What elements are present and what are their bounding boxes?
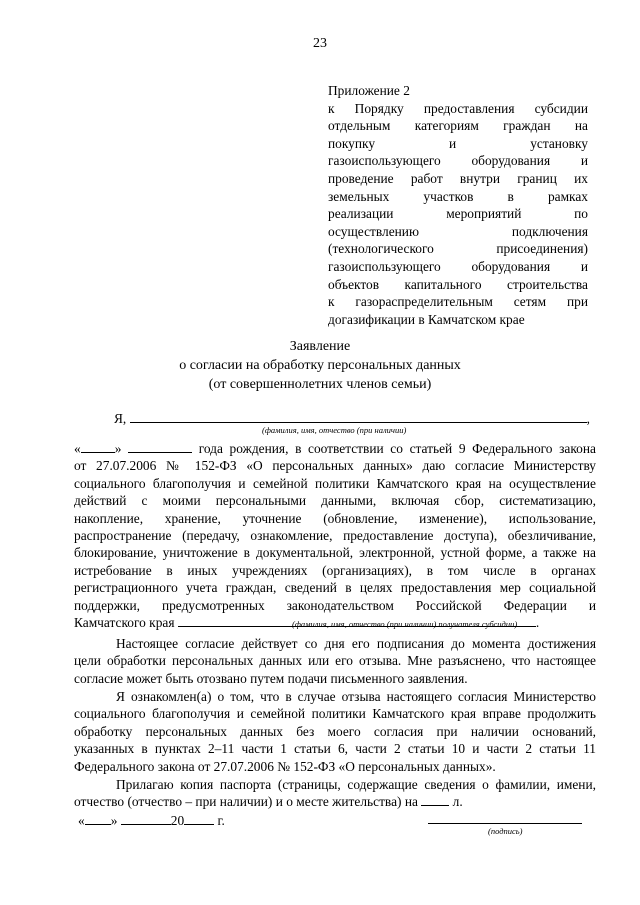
sign-year-prefix: 20 (170, 813, 185, 828)
sign-date-open: « (78, 813, 85, 828)
birth-date-open: « (74, 441, 81, 456)
appendix-line: земельных участков в рамках (328, 188, 588, 204)
document-title: Заявление (289, 339, 351, 354)
document-subtitle: о согласии на обработку персональных данных (179, 358, 461, 373)
validity-text: согласие может быть отозвано путем подачи письменного заявления. (74, 670, 468, 686)
validity-text: Настоящее согласие действует со дня его подписания до момента достижения (116, 636, 596, 651)
revocation-text: Я ознакомлен(а) о том, что в случае отзыва настоящего согласия Министерство (116, 689, 596, 704)
attachment-text: отчество (отчество – при наличии) и о месте жительства) на (74, 794, 418, 810)
appendix-line: покупку и установку (328, 135, 588, 151)
birth-date-close: » (114, 441, 122, 456)
appendix-header (328, 82, 588, 328)
consent-text: распространение (передачу, ознакомление, предоставление доступа), обезличивание, (74, 528, 596, 544)
revocation-text: социального благополучия и семейной политики Камчатского края вправе продолжить (74, 706, 596, 722)
recipient-name-caption: (фамилия, имя, отчество (при наличии) получателя субсидии) (292, 619, 518, 629)
consent-text: истребование в иных учреждениях (организациях), в том числе в органах (74, 562, 596, 578)
appendix-line: реализации мероприятий по (328, 206, 588, 222)
revocation-text: Федерального закона от 27.07.2006 № 152-ФЗ «О персональных данных». (74, 758, 496, 774)
applicant-name-caption: (фамилия, имя, отчество (при наличии) (262, 425, 407, 435)
page-number: 23 (313, 36, 327, 51)
consent-text: блокирование, уничтожение в документальной, электронной, устной форме, а также на (74, 545, 596, 561)
consent-text: действий с моими персональными данными, включая сбор, систематизацию, (74, 493, 596, 509)
applicant-label: Я, (114, 411, 127, 426)
consent-paragraph (74, 440, 596, 631)
validity-text: цели обработки персональных данных или его отзыва. Мне разъяснено, что настоящее (74, 653, 596, 669)
appendix-line: газоиспользующего оборудования и (328, 153, 588, 169)
sign-day-field[interactable] (85, 812, 111, 825)
kamchatka-label: Камчатского края (74, 615, 175, 631)
applicant-name-end: , (586, 411, 590, 426)
revocation-text: указанных в пунктах 2–11 части 1 статьи 6, части 2 статьи 10 и части 2 статьи 11 (74, 741, 596, 757)
consent-text: поддержки, предусмотренных законодательством Российской Федерации и (74, 597, 596, 613)
appendix-line: газоиспользующего оборудования и (328, 258, 588, 274)
appendix-line: (технологического присоединения) (328, 241, 588, 257)
consent-text: социального благополучия и семейной политики Камчатского края на осуществление (74, 475, 596, 491)
applicant-name-field[interactable] (130, 410, 587, 423)
sign-year-field[interactable] (184, 812, 214, 825)
consent-text: от 27.07.2006 № 152-ФЗ «О персональных данных» даю согласие Министерству (74, 458, 596, 474)
recipient-name-end: . (535, 615, 540, 631)
sign-year-suffix: г. (217, 813, 225, 828)
attachment-text: Прилагаю копия паспорта (страницы, содержащие сведения о фамилии, имени, (116, 777, 596, 792)
appendix-line: Приложение 2 (328, 83, 410, 98)
appendix-line: проведение работ внутри границ их (328, 170, 588, 186)
validity-paragraph (74, 635, 596, 687)
sign-month-field[interactable] (121, 812, 171, 825)
appendix-line: отдельным категориям граждан на (328, 118, 588, 134)
revocation-paragraph (74, 688, 596, 775)
pages-count-field[interactable] (421, 793, 449, 806)
signature-field[interactable] (428, 822, 582, 824)
appendix-line: догазификации в Камчатском крае (328, 311, 525, 327)
revocation-text: обработку персональных данных без моего согласия при наличии оснований, (74, 723, 596, 739)
consent-text: накопление, хранение, уточнение (обновление, изменение), использование, (74, 510, 596, 526)
appendix-line: объектов капитального строительства (328, 276, 588, 292)
consent-text: регистрационного учета граждан, сведений в целях предоставления мер социальной (74, 580, 596, 596)
sign-date-close: » (110, 813, 118, 828)
birth-day-field[interactable] (81, 440, 115, 453)
appendix-line: к газораспределительным сетям при (328, 294, 588, 310)
signature-caption: (подпись) (488, 826, 523, 836)
birth-month-year-field[interactable] (128, 440, 192, 453)
attachment-paragraph (74, 776, 596, 811)
consent-text: года рождения, в соответствии со статьей 9 Федерального закона (198, 441, 596, 456)
appendix-line: осуществлению подключения (328, 223, 588, 239)
pages-unit: л. (452, 794, 463, 810)
document-subtitle-note: (от совершеннолетних членов семьи) (208, 377, 432, 392)
appendix-line: к Порядку предоставления субсидии (328, 100, 588, 116)
